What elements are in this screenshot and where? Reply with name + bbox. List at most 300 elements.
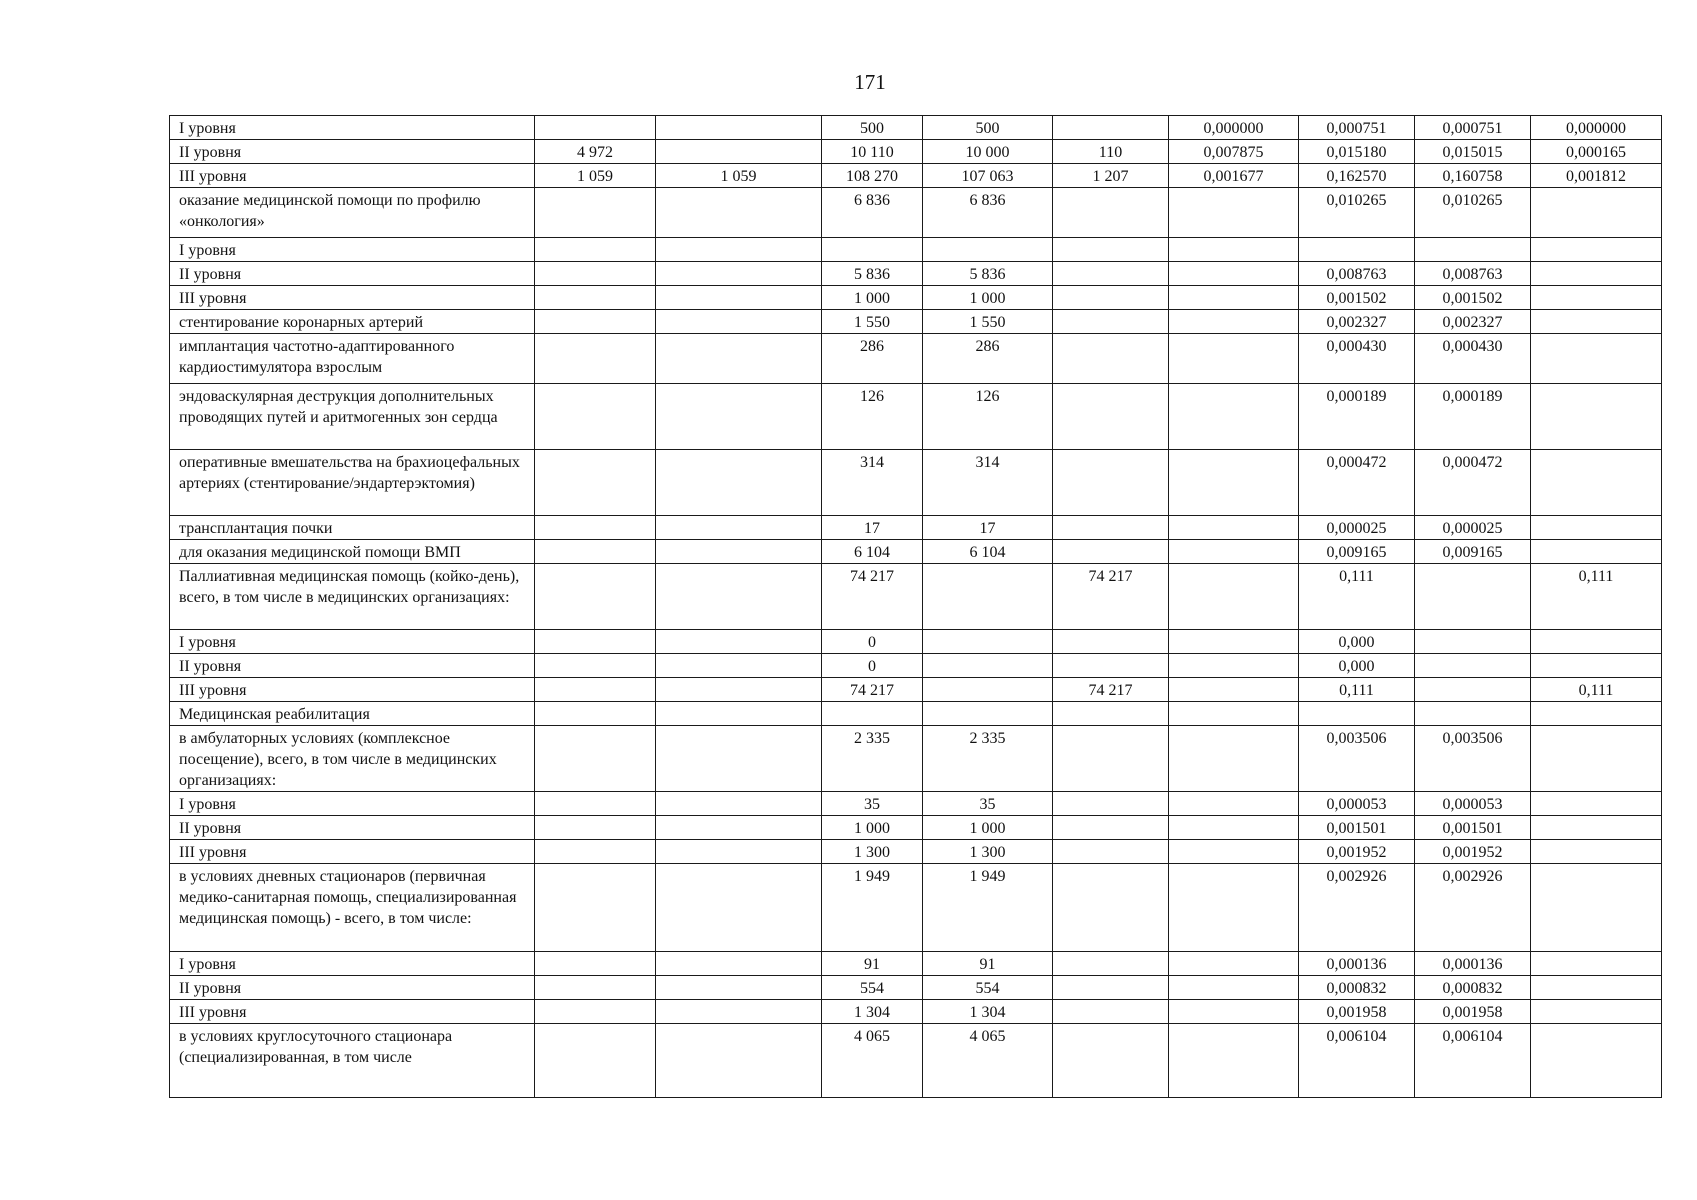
row-label: III уровня — [170, 840, 535, 864]
table-row — [170, 262, 1662, 286]
table-cell-col-9: 0,001952 — [1415, 840, 1531, 864]
table-cell-col-9: 0,010265 — [1415, 188, 1531, 238]
table-cell-col-7 — [1169, 262, 1299, 286]
table-cell-col-4: 286 — [822, 334, 923, 384]
table-row — [170, 564, 1662, 630]
table-cell-col-10 — [1531, 654, 1662, 678]
table-cell-col-8: 0,000025 — [1299, 516, 1415, 540]
table-cell-col-7 — [1169, 564, 1299, 630]
table-row — [170, 334, 1662, 384]
table-cell-col-8: 0,002926 — [1299, 864, 1415, 952]
table-cell-col-4: 108 270 — [822, 164, 923, 188]
table-cell-col-10: 0,111 — [1531, 678, 1662, 702]
table-cell-col-3 — [656, 952, 822, 976]
table-cell-col-8: 0,006104 — [1299, 1024, 1415, 1098]
table-cell-col-7 — [1169, 384, 1299, 450]
table-cell-col-3 — [656, 654, 822, 678]
table-cell-col-6 — [1053, 864, 1169, 952]
table-row — [170, 864, 1662, 952]
table-cell-col-7 — [1169, 1024, 1299, 1098]
table-cell-col-2 — [535, 384, 656, 450]
table-cell-col-5: 286 — [923, 334, 1053, 384]
table-cell-col-9: 0,000136 — [1415, 952, 1531, 976]
table-cell-col-3 — [656, 840, 822, 864]
table-cell-col-7: 0,001677 — [1169, 164, 1299, 188]
table-cell-col-5: 1 550 — [923, 310, 1053, 334]
table-row — [170, 792, 1662, 816]
table-cell-col-8: 0,000472 — [1299, 450, 1415, 516]
table-cell-col-9: 0,160758 — [1415, 164, 1531, 188]
table-cell-col-3 — [656, 816, 822, 840]
table-cell-col-5: 314 — [923, 450, 1053, 516]
table-cell-col-4: 500 — [822, 116, 923, 140]
table-cell-col-6 — [1053, 310, 1169, 334]
table-cell-col-2 — [535, 678, 656, 702]
table-cell-col-8: 0,008763 — [1299, 262, 1415, 286]
table-row — [170, 726, 1662, 792]
table-cell-col-9: 0,000053 — [1415, 792, 1531, 816]
row-label: II уровня — [170, 976, 535, 1000]
row-label: имплантация частотно-адаптированного кардиостимулятора взрослым — [170, 334, 535, 384]
table-row — [170, 540, 1662, 564]
table-cell-col-4: 1 304 — [822, 1000, 923, 1024]
table-cell-col-5: 1 949 — [923, 864, 1053, 952]
table-cell-col-7 — [1169, 286, 1299, 310]
table-cell-col-2 — [535, 952, 656, 976]
table-cell-col-9: 0,009165 — [1415, 540, 1531, 564]
row-label: Паллиативная медицинская помощь (койко-день), всего, в том числе в медицинских организациях: — [170, 564, 535, 630]
row-label: в условиях круглосуточного стационара (специализированная, в том числе — [170, 1024, 535, 1098]
table-cell-col-9: 0,002327 — [1415, 310, 1531, 334]
table-cell-col-3 — [656, 310, 822, 334]
table-cell-col-3 — [656, 286, 822, 310]
table-cell-col-8: 0,001958 — [1299, 1000, 1415, 1024]
table-cell-col-4: 1 000 — [822, 816, 923, 840]
table-cell-col-5: 10 000 — [923, 140, 1053, 164]
table-cell-col-8: 0,002327 — [1299, 310, 1415, 334]
table-cell-col-2 — [535, 702, 656, 726]
row-label: III уровня — [170, 1000, 535, 1024]
table-cell-col-7 — [1169, 864, 1299, 952]
table-cell-col-5: 1 000 — [923, 816, 1053, 840]
table-cell-col-8: 0,010265 — [1299, 188, 1415, 238]
table-cell-col-6 — [1053, 188, 1169, 238]
table-cell-col-8: 0,000053 — [1299, 792, 1415, 816]
table-cell-col-4 — [822, 702, 923, 726]
table-cell-col-5 — [923, 654, 1053, 678]
table-cell-col-3 — [656, 188, 822, 238]
table-cell-col-2 — [535, 1024, 656, 1098]
table-cell-col-4: 4 065 — [822, 1024, 923, 1098]
table-cell-col-2 — [535, 816, 656, 840]
table-cell-col-10 — [1531, 702, 1662, 726]
table-row — [170, 238, 1662, 262]
table-cell-col-4: 91 — [822, 952, 923, 976]
table-cell-col-9: 0,008763 — [1415, 262, 1531, 286]
row-label: I уровня — [170, 630, 535, 654]
table-row — [170, 140, 1662, 164]
table-cell-col-7 — [1169, 334, 1299, 384]
table-cell-col-4: 2 335 — [822, 726, 923, 792]
table-cell-col-6 — [1053, 630, 1169, 654]
row-label: в условиях дневных стационаров (первичная медико-санитарная помощь, специализированная медицинская помощь) - всего, в том числе: — [170, 864, 535, 952]
row-label: I уровня — [170, 116, 535, 140]
table-cell-col-7 — [1169, 238, 1299, 262]
table-cell-col-5: 1 000 — [923, 286, 1053, 310]
table-cell-col-8: 0,000 — [1299, 654, 1415, 678]
table-cell-col-5: 1 300 — [923, 840, 1053, 864]
table-cell-col-6 — [1053, 840, 1169, 864]
table-cell-col-3 — [656, 238, 822, 262]
table-cell-col-10 — [1531, 384, 1662, 450]
table-cell-col-10 — [1531, 450, 1662, 516]
table-cell-col-8: 0,015180 — [1299, 140, 1415, 164]
table-cell-col-9: 0,000751 — [1415, 116, 1531, 140]
table-cell-col-6 — [1053, 1024, 1169, 1098]
table-cell-col-6 — [1053, 384, 1169, 450]
table-cell-col-2 — [535, 334, 656, 384]
table-cell-col-10 — [1531, 1000, 1662, 1024]
table-cell-col-4 — [822, 238, 923, 262]
table-row — [170, 384, 1662, 450]
table-cell-col-5 — [923, 702, 1053, 726]
table-cell-col-3 — [656, 540, 822, 564]
table-cell-col-10 — [1531, 238, 1662, 262]
table-cell-col-7 — [1169, 310, 1299, 334]
table-cell-col-4: 1 949 — [822, 864, 923, 952]
table-cell-col-5 — [923, 238, 1053, 262]
table-cell-col-9: 0,003506 — [1415, 726, 1531, 792]
table-cell-col-3 — [656, 678, 822, 702]
table-cell-col-9: 0,000430 — [1415, 334, 1531, 384]
table-cell-col-2 — [535, 976, 656, 1000]
table-row — [170, 702, 1662, 726]
table-cell-col-10: 0,000000 — [1531, 116, 1662, 140]
table-row — [170, 678, 1662, 702]
table-body — [170, 116, 1662, 1098]
table-cell-col-6: 110 — [1053, 140, 1169, 164]
table-cell-col-2 — [535, 238, 656, 262]
table-cell-col-2 — [535, 564, 656, 630]
table-cell-col-9: 0,006104 — [1415, 1024, 1531, 1098]
table-cell-col-7 — [1169, 976, 1299, 1000]
table-cell-col-9: 0,001502 — [1415, 286, 1531, 310]
table-cell-col-7 — [1169, 516, 1299, 540]
table-cell-col-6 — [1053, 702, 1169, 726]
table-cell-col-10 — [1531, 1024, 1662, 1098]
table-cell-col-10 — [1531, 840, 1662, 864]
table-cell-col-2 — [535, 310, 656, 334]
table-cell-col-9: 0,000025 — [1415, 516, 1531, 540]
table-cell-col-6 — [1053, 1000, 1169, 1024]
table-cell-col-10 — [1531, 334, 1662, 384]
table-cell-col-6 — [1053, 540, 1169, 564]
table-cell-col-4: 314 — [822, 450, 923, 516]
table-row — [170, 286, 1662, 310]
table-cell-col-2 — [535, 654, 656, 678]
table-cell-col-5 — [923, 564, 1053, 630]
table-row — [170, 516, 1662, 540]
table-cell-col-8: 0,003506 — [1299, 726, 1415, 792]
table-row — [170, 450, 1662, 516]
table-cell-col-2 — [535, 516, 656, 540]
table-cell-col-3 — [656, 140, 822, 164]
table-cell-col-6: 74 217 — [1053, 564, 1169, 630]
table-cell-col-10 — [1531, 792, 1662, 816]
table-cell-col-3 — [656, 702, 822, 726]
table-row — [170, 1024, 1662, 1098]
table-row — [170, 116, 1662, 140]
table-cell-col-10 — [1531, 726, 1662, 792]
table-cell-col-4: 35 — [822, 792, 923, 816]
table-cell-col-6 — [1053, 116, 1169, 140]
table-cell-col-7 — [1169, 726, 1299, 792]
table-cell-col-8: 0,111 — [1299, 678, 1415, 702]
table-cell-col-7 — [1169, 952, 1299, 976]
table-cell-col-5: 5 836 — [923, 262, 1053, 286]
table-cell-col-6 — [1053, 450, 1169, 516]
table-cell-col-10 — [1531, 952, 1662, 976]
table-cell-col-4: 17 — [822, 516, 923, 540]
table-cell-col-7 — [1169, 1000, 1299, 1024]
table-cell-col-8: 0,000430 — [1299, 334, 1415, 384]
table-cell-col-6 — [1053, 792, 1169, 816]
table-cell-col-9: 0,000189 — [1415, 384, 1531, 450]
table-cell-col-2 — [535, 840, 656, 864]
table-row — [170, 630, 1662, 654]
row-label: трансплантация почки — [170, 516, 535, 540]
row-label: оказание медицинской помощи по профилю «онкология» — [170, 188, 535, 238]
row-label: для оказания медицинской помощи ВМП — [170, 540, 535, 564]
table-cell-col-10 — [1531, 262, 1662, 286]
table-cell-col-5: 1 304 — [923, 1000, 1053, 1024]
table-row — [170, 840, 1662, 864]
table-cell-col-3 — [656, 864, 822, 952]
table-cell-col-4: 1 300 — [822, 840, 923, 864]
table-cell-col-5: 17 — [923, 516, 1053, 540]
table-cell-col-6 — [1053, 976, 1169, 1000]
table-cell-col-3 — [656, 726, 822, 792]
table-cell-col-9: 0,000832 — [1415, 976, 1531, 1000]
table-cell-col-7 — [1169, 450, 1299, 516]
table-cell-col-7 — [1169, 678, 1299, 702]
table-cell-col-4: 126 — [822, 384, 923, 450]
table-cell-col-7 — [1169, 816, 1299, 840]
table-cell-col-10 — [1531, 630, 1662, 654]
table-cell-col-8: 0,000136 — [1299, 952, 1415, 976]
table-cell-col-8: 0,000 — [1299, 630, 1415, 654]
table-cell-col-3 — [656, 792, 822, 816]
table-cell-col-3 — [656, 1000, 822, 1024]
table-cell-col-3 — [656, 262, 822, 286]
table-cell-col-3 — [656, 384, 822, 450]
table-cell-col-6: 1 207 — [1053, 164, 1169, 188]
table-cell-col-9: 0,001501 — [1415, 816, 1531, 840]
table-cell-col-10 — [1531, 310, 1662, 334]
table-cell-col-8: 0,000751 — [1299, 116, 1415, 140]
table-cell-col-4: 6 836 — [822, 188, 923, 238]
table-cell-col-3 — [656, 564, 822, 630]
table-cell-col-8 — [1299, 238, 1415, 262]
table-cell-col-9 — [1415, 654, 1531, 678]
table-cell-col-7 — [1169, 654, 1299, 678]
table-cell-col-8: 0,009165 — [1299, 540, 1415, 564]
table-cell-col-2: 4 972 — [535, 140, 656, 164]
row-label: II уровня — [170, 654, 535, 678]
table-cell-col-4: 554 — [822, 976, 923, 1000]
table-cell-col-2 — [535, 864, 656, 952]
table-cell-col-6 — [1053, 262, 1169, 286]
table-cell-col-8: 0,162570 — [1299, 164, 1415, 188]
table-cell-col-10: 0,000165 — [1531, 140, 1662, 164]
table-cell-col-5: 35 — [923, 792, 1053, 816]
table-cell-col-8 — [1299, 702, 1415, 726]
table-cell-col-7: 0,007875 — [1169, 140, 1299, 164]
table-cell-col-5: 107 063 — [923, 164, 1053, 188]
table-cell-col-9 — [1415, 564, 1531, 630]
table-cell-col-4: 1 000 — [822, 286, 923, 310]
table-cell-col-6 — [1053, 816, 1169, 840]
table-cell-col-3: 1 059 — [656, 164, 822, 188]
table-cell-col-10 — [1531, 864, 1662, 952]
table-cell-col-9: 0,002926 — [1415, 864, 1531, 952]
table-cell-col-5 — [923, 678, 1053, 702]
table-cell-col-2 — [535, 540, 656, 564]
table-cell-col-2: 1 059 — [535, 164, 656, 188]
table-cell-col-6 — [1053, 516, 1169, 540]
table-cell-col-4: 0 — [822, 630, 923, 654]
table-cell-col-5 — [923, 630, 1053, 654]
table-row — [170, 164, 1662, 188]
table-cell-col-8: 0,111 — [1299, 564, 1415, 630]
row-label: II уровня — [170, 816, 535, 840]
table-cell-col-4: 6 104 — [822, 540, 923, 564]
table-cell-col-5: 91 — [923, 952, 1053, 976]
table-row — [170, 976, 1662, 1000]
table-cell-col-6 — [1053, 238, 1169, 262]
table-cell-col-6 — [1053, 334, 1169, 384]
row-label: III уровня — [170, 678, 535, 702]
table-cell-col-5: 6 104 — [923, 540, 1053, 564]
table-cell-col-5: 4 065 — [923, 1024, 1053, 1098]
page-number: 171 — [854, 70, 886, 94]
table-cell-col-7 — [1169, 792, 1299, 816]
table-cell-col-2 — [535, 726, 656, 792]
table-cell-col-7 — [1169, 630, 1299, 654]
table-cell-col-10: 0,001812 — [1531, 164, 1662, 188]
table-cell-col-3 — [656, 976, 822, 1000]
table-cell-col-2 — [535, 1000, 656, 1024]
data-table — [169, 115, 1662, 1098]
table-cell-col-9 — [1415, 702, 1531, 726]
row-label: Медицинская реабилитация — [170, 702, 535, 726]
table-row — [170, 654, 1662, 678]
table-cell-col-8: 0,001502 — [1299, 286, 1415, 310]
table-cell-col-7 — [1169, 840, 1299, 864]
table-cell-col-6 — [1053, 726, 1169, 792]
table-cell-col-5: 2 335 — [923, 726, 1053, 792]
table-cell-col-4: 1 550 — [822, 310, 923, 334]
row-label: I уровня — [170, 952, 535, 976]
table-cell-col-2 — [535, 450, 656, 516]
table-cell-col-8: 0,000832 — [1299, 976, 1415, 1000]
table-row — [170, 310, 1662, 334]
table-cell-col-7 — [1169, 188, 1299, 238]
row-label: оперативные вмешательства на брахиоцефальных артериях (стентирование/эндартерэктомия) — [170, 450, 535, 516]
table-cell-col-2 — [535, 188, 656, 238]
table-cell-col-4: 10 110 — [822, 140, 923, 164]
table-cell-col-9: 0,000472 — [1415, 450, 1531, 516]
table-cell-col-4: 5 836 — [822, 262, 923, 286]
table-cell-col-5: 500 — [923, 116, 1053, 140]
table-cell-col-3 — [656, 450, 822, 516]
table-cell-col-3 — [656, 516, 822, 540]
table-cell-col-2 — [535, 630, 656, 654]
table-cell-col-6 — [1053, 286, 1169, 310]
table-cell-col-9: 0,015015 — [1415, 140, 1531, 164]
table-cell-col-3 — [656, 1024, 822, 1098]
table-cell-col-4: 0 — [822, 654, 923, 678]
table-cell-col-3 — [656, 334, 822, 384]
row-label: в амбулаторных условиях (комплексное посещение), всего, в том числе в медицинских организациях: — [170, 726, 535, 792]
row-label: II уровня — [170, 140, 535, 164]
table-cell-col-5: 554 — [923, 976, 1053, 1000]
table-cell-col-9 — [1415, 238, 1531, 262]
table-row — [170, 1000, 1662, 1024]
table-row — [170, 952, 1662, 976]
table-cell-col-6 — [1053, 952, 1169, 976]
table-cell-col-6 — [1053, 654, 1169, 678]
table-cell-col-10 — [1531, 540, 1662, 564]
table-cell-col-8: 0,000189 — [1299, 384, 1415, 450]
table-cell-col-10 — [1531, 188, 1662, 238]
table-cell-col-8: 0,001952 — [1299, 840, 1415, 864]
table-cell-col-10 — [1531, 516, 1662, 540]
table-cell-col-4: 74 217 — [822, 564, 923, 630]
table-cell-col-6: 74 217 — [1053, 678, 1169, 702]
table-row — [170, 816, 1662, 840]
table-cell-col-9 — [1415, 630, 1531, 654]
table-cell-col-2 — [535, 286, 656, 310]
row-label: II уровня — [170, 262, 535, 286]
table-cell-col-5: 126 — [923, 384, 1053, 450]
row-label: стентирование коронарных артерий — [170, 310, 535, 334]
table-cell-col-4: 74 217 — [822, 678, 923, 702]
row-label: I уровня — [170, 792, 535, 816]
row-label: I уровня — [170, 238, 535, 262]
table-cell-col-2 — [535, 116, 656, 140]
row-label: эндоваскулярная деструкция дополнительных проводящих путей и аритмогенных зон сердца — [170, 384, 535, 450]
table-cell-col-2 — [535, 792, 656, 816]
table-cell-col-3 — [656, 630, 822, 654]
row-label: III уровня — [170, 286, 535, 310]
table-cell-col-7 — [1169, 540, 1299, 564]
table-cell-col-10 — [1531, 816, 1662, 840]
table-row — [170, 188, 1662, 238]
table-cell-col-7: 0,000000 — [1169, 116, 1299, 140]
table-cell-col-10: 0,111 — [1531, 564, 1662, 630]
table-cell-col-10 — [1531, 976, 1662, 1000]
table-cell-col-8: 0,001501 — [1299, 816, 1415, 840]
table-cell-col-9: 0,001958 — [1415, 1000, 1531, 1024]
table-cell-col-10 — [1531, 286, 1662, 310]
table-cell-col-3 — [656, 116, 822, 140]
row-label: III уровня — [170, 164, 535, 188]
table-cell-col-2 — [535, 262, 656, 286]
table-cell-col-9 — [1415, 678, 1531, 702]
table-cell-col-5: 6 836 — [923, 188, 1053, 238]
table-cell-col-7 — [1169, 702, 1299, 726]
